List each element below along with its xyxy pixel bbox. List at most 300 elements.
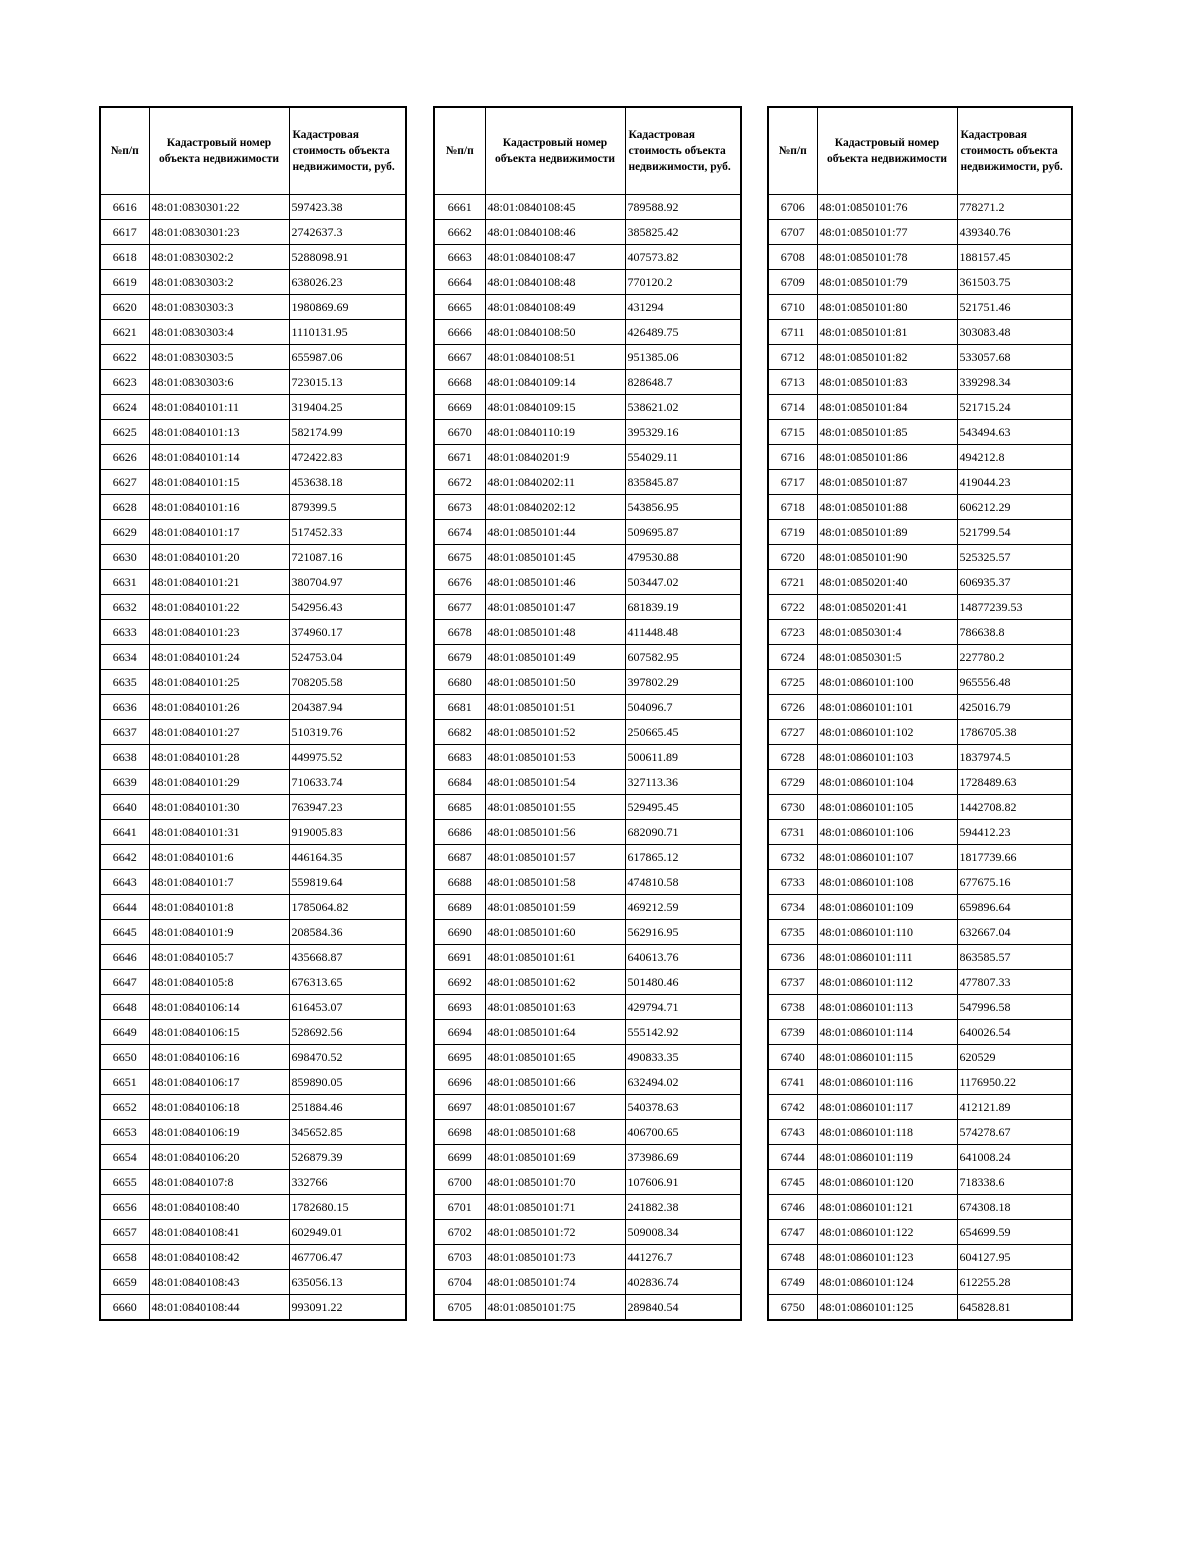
row-number: 6707	[768, 220, 817, 245]
table-row	[100, 1045, 406, 1070]
cadastral-table-1	[99, 106, 407, 1321]
cadastral-number: 48:01:0830301:23	[149, 220, 289, 245]
table-row	[768, 495, 1072, 520]
row-number: 6666	[434, 320, 485, 345]
row-number: 6682	[434, 720, 485, 745]
row-number: 6678	[434, 620, 485, 645]
table-row	[434, 1070, 741, 1095]
cadastral-value: 681839.19	[625, 595, 741, 620]
table-row	[434, 745, 741, 770]
table-body	[434, 195, 741, 1321]
row-number: 6735	[768, 920, 817, 945]
cadastral-value: 641008.24	[957, 1145, 1072, 1170]
row-number: 6670	[434, 420, 485, 445]
cadastral-value: 412121.89	[957, 1095, 1072, 1120]
cadastral-number: 48:01:0850101:83	[817, 370, 957, 395]
cadastral-number: 48:01:0860101:107	[817, 845, 957, 870]
cadastral-value: 574278.67	[957, 1120, 1072, 1145]
cadastral-number: 48:01:0840107:8	[149, 1170, 289, 1195]
table-row	[100, 920, 406, 945]
row-number: 6624	[100, 395, 149, 420]
table-row	[434, 545, 741, 570]
table-row	[100, 470, 406, 495]
cadastral-value: 718338.6	[957, 1170, 1072, 1195]
cadastral-number: 48:01:0860101:124	[817, 1270, 957, 1295]
table-row	[768, 1270, 1072, 1295]
cadastral-value: 763947.23	[289, 795, 406, 820]
cadastral-value: 469212.59	[625, 895, 741, 920]
table-row	[768, 295, 1072, 320]
cadastral-value: 439340.76	[957, 220, 1072, 245]
cadastral-number: 48:01:0850101:50	[485, 670, 625, 695]
row-number: 6740	[768, 1045, 817, 1070]
table-row	[768, 720, 1072, 745]
table-row	[100, 545, 406, 570]
row-number: 6636	[100, 695, 149, 720]
row-number: 6710	[768, 295, 817, 320]
cadastral-number: 48:01:0840202:11	[485, 470, 625, 495]
table-row	[100, 745, 406, 770]
cadastral-value: 778271.2	[957, 195, 1072, 220]
table-row	[768, 920, 1072, 945]
cadastral-value: 676313.65	[289, 970, 406, 995]
table-row	[434, 645, 741, 670]
row-number: 6626	[100, 445, 149, 470]
table-row	[434, 945, 741, 970]
cadastral-number: 48:01:0830301:22	[149, 195, 289, 220]
cadastral-number: 48:01:0860101:101	[817, 695, 957, 720]
table-body	[768, 195, 1072, 1321]
cadastral-value: 674308.18	[957, 1195, 1072, 1220]
cadastral-value: 435668.87	[289, 945, 406, 970]
cadastral-value: 402836.74	[625, 1270, 741, 1295]
cadastral-value: 474810.58	[625, 870, 741, 895]
cadastral-value: 555142.92	[625, 1020, 741, 1045]
row-number: 6643	[100, 870, 149, 895]
cadastral-number: 48:01:0850101:62	[485, 970, 625, 995]
cadastral-number: 48:01:0850101:59	[485, 895, 625, 920]
row-number: 6727	[768, 720, 817, 745]
cadastral-value: 659896.64	[957, 895, 1072, 920]
table-row	[100, 495, 406, 520]
row-number: 6739	[768, 1020, 817, 1045]
cadastral-number: 48:01:0840101:21	[149, 570, 289, 595]
cadastral-number: 48:01:0840101:8	[149, 895, 289, 920]
row-number: 6649	[100, 1020, 149, 1045]
table-row	[100, 695, 406, 720]
cadastral-number: 48:01:0840108:40	[149, 1195, 289, 1220]
row-number: 6616	[100, 195, 149, 220]
row-number: 6742	[768, 1095, 817, 1120]
row-number: 6675	[434, 545, 485, 570]
cadastral-number: 48:01:0840101:16	[149, 495, 289, 520]
cadastral-value: 698470.52	[289, 1045, 406, 1070]
row-number: 6674	[434, 520, 485, 545]
table-row	[100, 720, 406, 745]
cadastral-value: 407573.82	[625, 245, 741, 270]
cadastral-number: 48:01:0840201:9	[485, 445, 625, 470]
header-num: №п/п	[434, 107, 485, 195]
row-number: 6750	[768, 1295, 817, 1321]
table-row	[768, 1145, 1072, 1170]
row-number: 6637	[100, 720, 149, 745]
row-number: 6647	[100, 970, 149, 995]
row-number: 6709	[768, 270, 817, 295]
row-number: 6621	[100, 320, 149, 345]
cadastral-value: 525325.57	[957, 545, 1072, 570]
table-row	[100, 1145, 406, 1170]
table-header-row	[434, 107, 741, 195]
cadastral-value: 1785064.82	[289, 895, 406, 920]
cadastral-number: 48:01:0850101:69	[485, 1145, 625, 1170]
row-number: 6687	[434, 845, 485, 870]
cadastral-value: 204387.94	[289, 695, 406, 720]
cadastral-value: 374960.17	[289, 620, 406, 645]
cadastral-number: 48:01:0840108:46	[485, 220, 625, 245]
cadastral-value: 373986.69	[625, 1145, 741, 1170]
cadastral-number: 48:01:0850101:47	[485, 595, 625, 620]
table-row	[768, 270, 1072, 295]
table-row	[434, 920, 741, 945]
table-row	[768, 945, 1072, 970]
table-row	[434, 820, 741, 845]
table-row	[434, 1020, 741, 1045]
table-row	[768, 1020, 1072, 1045]
cadastral-value: 107606.91	[625, 1170, 741, 1195]
cadastral-number: 48:01:0860101:108	[817, 870, 957, 895]
table-row	[768, 370, 1072, 395]
cadastral-number: 48:01:0830302:2	[149, 245, 289, 270]
row-number: 6660	[100, 1295, 149, 1321]
row-number: 6746	[768, 1195, 817, 1220]
cadastral-number: 48:01:0840106:18	[149, 1095, 289, 1120]
cadastral-value: 395329.16	[625, 420, 741, 445]
cadastral-value: 250665.45	[625, 720, 741, 745]
row-number: 6618	[100, 245, 149, 270]
row-number: 6701	[434, 1195, 485, 1220]
row-number: 6690	[434, 920, 485, 945]
cadastral-value: 303083.48	[957, 320, 1072, 345]
cadastral-number: 48:01:0840101:29	[149, 770, 289, 795]
cadastral-number: 48:01:0850101:77	[817, 220, 957, 245]
cadastral-value: 327113.36	[625, 770, 741, 795]
header-value: Кадастровая стоимость объекта недвижимости, руб.	[625, 107, 741, 195]
cadastral-value: 638026.23	[289, 270, 406, 295]
table-row	[768, 595, 1072, 620]
row-number: 6748	[768, 1245, 817, 1270]
cadastral-value: 479530.88	[625, 545, 741, 570]
cadastral-number: 48:01:0840108:42	[149, 1245, 289, 1270]
row-number: 6708	[768, 245, 817, 270]
row-number: 6732	[768, 845, 817, 870]
row-number: 6683	[434, 745, 485, 770]
cadastral-number: 48:01:0850101:66	[485, 1070, 625, 1095]
row-number: 6729	[768, 770, 817, 795]
row-number: 6696	[434, 1070, 485, 1095]
table-row	[768, 670, 1072, 695]
table-row	[434, 1045, 741, 1070]
table-row	[434, 720, 741, 745]
row-number: 6736	[768, 945, 817, 970]
table-row	[434, 595, 741, 620]
row-number: 6653	[100, 1120, 149, 1145]
cadastral-value: 640026.54	[957, 1020, 1072, 1045]
row-number: 6656	[100, 1195, 149, 1220]
row-number: 6620	[100, 295, 149, 320]
table-row	[100, 245, 406, 270]
table-row	[100, 270, 406, 295]
row-number: 6723	[768, 620, 817, 645]
table-row	[768, 395, 1072, 420]
cadastral-value: 529495.45	[625, 795, 741, 820]
table-row	[100, 820, 406, 845]
table-header-row	[100, 107, 406, 195]
row-number: 6714	[768, 395, 817, 420]
cadastral-number: 48:01:0850101:79	[817, 270, 957, 295]
cadastral-value: 411448.48	[625, 620, 741, 645]
row-number: 6642	[100, 845, 149, 870]
row-number: 6713	[768, 370, 817, 395]
cadastral-number: 48:01:0840101:13	[149, 420, 289, 445]
cadastral-value: 616453.07	[289, 995, 406, 1020]
table-row	[768, 345, 1072, 370]
cadastral-number: 48:01:0840110:19	[485, 420, 625, 445]
table-row	[768, 470, 1072, 495]
cadastral-number: 48:01:0840105:8	[149, 970, 289, 995]
cadastral-number: 48:01:0840106:14	[149, 995, 289, 1020]
cadastral-number: 48:01:0860101:121	[817, 1195, 957, 1220]
cadastral-number: 48:01:0850101:78	[817, 245, 957, 270]
table-row	[434, 520, 741, 545]
row-number: 6745	[768, 1170, 817, 1195]
cadastral-number: 48:01:0840105:7	[149, 945, 289, 970]
cadastral-number: 48:01:0850101:76	[817, 195, 957, 220]
table-row	[768, 445, 1072, 470]
cadastral-number: 48:01:0850101:73	[485, 1245, 625, 1270]
cadastral-number: 48:01:0840106:16	[149, 1045, 289, 1070]
cadastral-number: 48:01:0850101:70	[485, 1170, 625, 1195]
row-number: 6630	[100, 545, 149, 570]
table-row	[434, 1270, 741, 1295]
cadastral-number: 48:01:0860101:106	[817, 820, 957, 845]
cadastral-value: 879399.5	[289, 495, 406, 520]
row-number: 6627	[100, 470, 149, 495]
cadastral-value: 503447.02	[625, 570, 741, 595]
cadastral-value: 597423.38	[289, 195, 406, 220]
cadastral-value: 380704.97	[289, 570, 406, 595]
row-number: 6703	[434, 1245, 485, 1270]
cadastral-number: 48:01:0840101:9	[149, 920, 289, 945]
cadastral-number: 48:01:0850101:54	[485, 770, 625, 795]
cadastral-value: 1786705.38	[957, 720, 1072, 745]
cadastral-number: 48:01:0840101:28	[149, 745, 289, 770]
cadastral-value: 645828.81	[957, 1295, 1072, 1321]
cadastral-table-2	[433, 106, 742, 1321]
row-number: 6730	[768, 795, 817, 820]
cadastral-number: 48:01:0840101:7	[149, 870, 289, 895]
row-number: 6705	[434, 1295, 485, 1321]
table-row	[100, 795, 406, 820]
row-number: 6639	[100, 770, 149, 795]
table-row	[434, 770, 741, 795]
cadastral-value: 1110131.95	[289, 320, 406, 345]
table-row	[100, 970, 406, 995]
table-row	[100, 370, 406, 395]
cadastral-number: 48:01:0850101:84	[817, 395, 957, 420]
row-number: 6619	[100, 270, 149, 295]
row-number: 6663	[434, 245, 485, 270]
row-number: 6623	[100, 370, 149, 395]
cadastral-number: 48:01:0860101:111	[817, 945, 957, 970]
cadastral-value: 547996.58	[957, 995, 1072, 1020]
table-row	[768, 320, 1072, 345]
cadastral-number: 48:01:0850101:56	[485, 820, 625, 845]
cadastral-number: 48:01:0860101:113	[817, 995, 957, 1020]
cadastral-value: 526879.39	[289, 1145, 406, 1170]
row-number: 6734	[768, 895, 817, 920]
cadastral-number: 48:01:0850101:52	[485, 720, 625, 745]
row-number: 6617	[100, 220, 149, 245]
cadastral-number: 48:01:0860101:103	[817, 745, 957, 770]
cadastral-table-3	[767, 106, 1073, 1321]
cadastral-number: 48:01:0850201:40	[817, 570, 957, 595]
cadastral-value: 188157.45	[957, 245, 1072, 270]
cadastral-value: 521799.54	[957, 520, 1072, 545]
table-header-row	[768, 107, 1072, 195]
header-cadastral: Кадастровый номер объекта недвижимости	[817, 107, 957, 195]
table-row	[100, 1070, 406, 1095]
table-row	[434, 895, 741, 920]
cadastral-value: 533057.68	[957, 345, 1072, 370]
row-number: 6685	[434, 795, 485, 820]
cadastral-value: 602949.01	[289, 1220, 406, 1245]
cadastral-number: 48:01:0850101:65	[485, 1045, 625, 1070]
row-number: 6658	[100, 1245, 149, 1270]
cadastral-number: 48:01:0850101:60	[485, 920, 625, 945]
cadastral-number: 48:01:0830303:2	[149, 270, 289, 295]
cadastral-value: 538621.02	[625, 395, 741, 420]
row-number: 6657	[100, 1220, 149, 1245]
cadastral-value: 453638.18	[289, 470, 406, 495]
row-number: 6726	[768, 695, 817, 720]
table-row	[434, 695, 741, 720]
table-row	[100, 1020, 406, 1045]
cadastral-number: 48:01:0840101:31	[149, 820, 289, 845]
cadastral-value: 339298.34	[957, 370, 1072, 395]
cadastral-value: 770120.2	[625, 270, 741, 295]
cadastral-value: 426489.75	[625, 320, 741, 345]
row-number: 6648	[100, 995, 149, 1020]
table-row	[100, 945, 406, 970]
table-row	[768, 1120, 1072, 1145]
cadastral-value: 721087.16	[289, 545, 406, 570]
row-number: 6669	[434, 395, 485, 420]
cadastral-value: 490833.35	[625, 1045, 741, 1070]
cadastral-value: 504096.7	[625, 695, 741, 720]
cadastral-number: 48:01:0850101:68	[485, 1120, 625, 1145]
cadastral-value: 449975.52	[289, 745, 406, 770]
table-row	[100, 645, 406, 670]
table-row	[100, 770, 406, 795]
cadastral-value: 406700.65	[625, 1120, 741, 1145]
cadastral-value: 632494.02	[625, 1070, 741, 1095]
table-row	[434, 870, 741, 895]
row-number: 6706	[768, 195, 817, 220]
cadastral-value: 509008.34	[625, 1220, 741, 1245]
table-row	[768, 645, 1072, 670]
table-row	[768, 870, 1072, 895]
cadastral-number: 48:01:0850101:88	[817, 495, 957, 520]
cadastral-value: 510319.76	[289, 720, 406, 745]
cadastral-value: 859890.05	[289, 1070, 406, 1095]
row-number: 6719	[768, 520, 817, 545]
cadastral-value: 289840.54	[625, 1295, 741, 1321]
row-number: 6659	[100, 1270, 149, 1295]
cadastral-value: 562916.95	[625, 920, 741, 945]
table-row	[768, 570, 1072, 595]
cadastral-number: 48:01:0850101:81	[817, 320, 957, 345]
table-row	[768, 520, 1072, 545]
cadastral-number: 48:01:0850101:61	[485, 945, 625, 970]
table-row	[100, 870, 406, 895]
row-number: 6632	[100, 595, 149, 620]
row-number: 6651	[100, 1070, 149, 1095]
cadastral-number: 48:01:0850101:46	[485, 570, 625, 595]
cadastral-number: 48:01:0840109:14	[485, 370, 625, 395]
row-number: 6689	[434, 895, 485, 920]
cadastral-number: 48:01:0840101:26	[149, 695, 289, 720]
cadastral-number: 48:01:0840108:45	[485, 195, 625, 220]
table-row	[434, 970, 741, 995]
row-number: 6684	[434, 770, 485, 795]
cadastral-value: 494212.8	[957, 445, 1072, 470]
cadastral-number: 48:01:0860101:100	[817, 670, 957, 695]
cadastral-number: 48:01:0860101:125	[817, 1295, 957, 1321]
cadastral-value: 654699.59	[957, 1220, 1072, 1245]
cadastral-number: 48:01:0840108:51	[485, 345, 625, 370]
row-number: 6715	[768, 420, 817, 445]
table-row	[768, 245, 1072, 270]
row-number: 6722	[768, 595, 817, 620]
table-row	[100, 320, 406, 345]
row-number: 6641	[100, 820, 149, 845]
cadastral-value: 1980869.69	[289, 295, 406, 320]
table-row	[100, 1170, 406, 1195]
cadastral-value: 632667.04	[957, 920, 1072, 945]
table-row	[434, 1170, 741, 1195]
row-number: 6650	[100, 1045, 149, 1070]
table-row	[434, 495, 741, 520]
cadastral-value: 607582.95	[625, 645, 741, 670]
cadastral-number: 48:01:0850101:87	[817, 470, 957, 495]
cadastral-value: 993091.22	[289, 1295, 406, 1321]
cadastral-number: 48:01:0840101:17	[149, 520, 289, 545]
table-row	[768, 1070, 1072, 1095]
row-number: 6694	[434, 1020, 485, 1045]
row-number: 6628	[100, 495, 149, 520]
row-number: 6718	[768, 495, 817, 520]
table-row	[768, 1245, 1072, 1270]
cadastral-value: 361503.75	[957, 270, 1072, 295]
cadastral-number: 48:01:0830303:3	[149, 295, 289, 320]
cadastral-value: 1442708.82	[957, 795, 1072, 820]
cadastral-number: 48:01:0860101:109	[817, 895, 957, 920]
table-row	[434, 670, 741, 695]
table-row	[434, 245, 741, 270]
row-number: 6665	[434, 295, 485, 320]
table-row	[434, 220, 741, 245]
table-row	[768, 195, 1072, 220]
